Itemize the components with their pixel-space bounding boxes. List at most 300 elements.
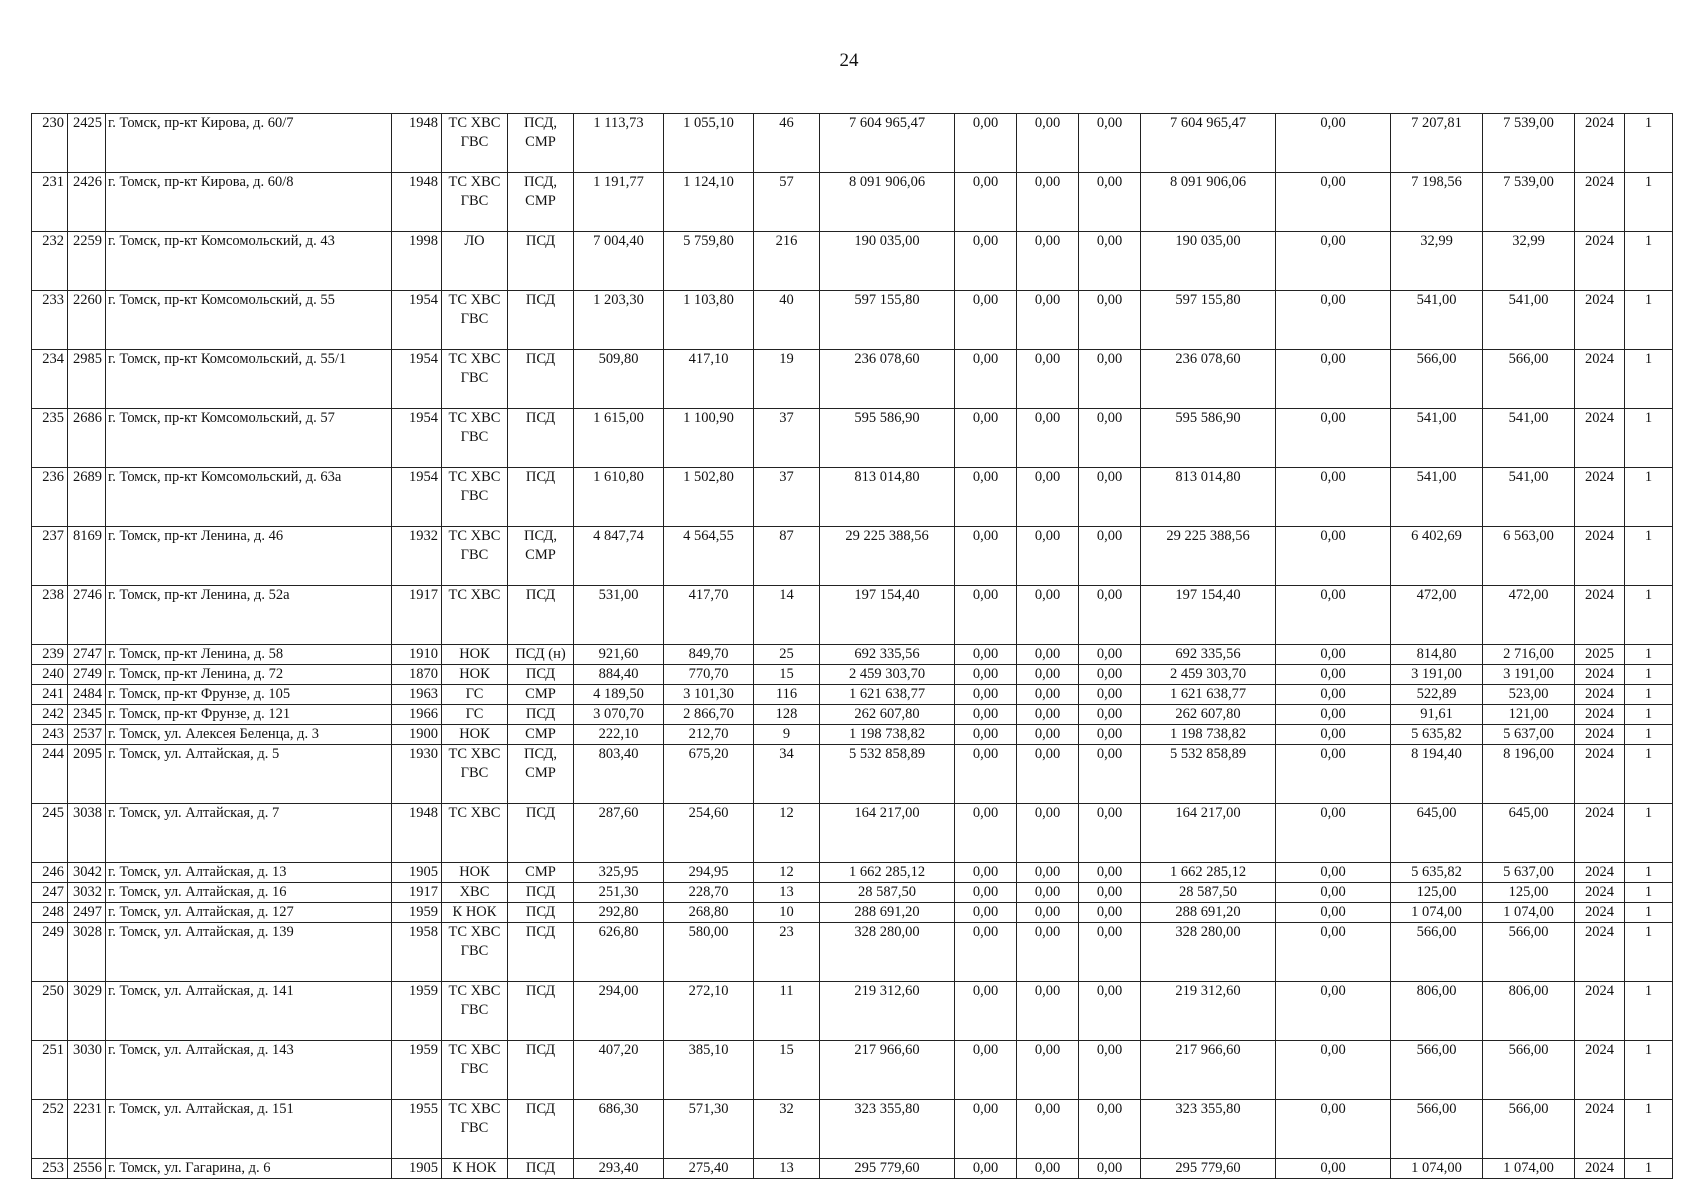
table-row [32,685,1673,705]
cell-unit-cost: 6 402,69 [1391,527,1483,586]
cell-build-year: 1948 [392,114,442,173]
cell-cost-owners: 597 155,80 [1141,291,1276,350]
cell-house-id: 3038 [68,804,106,863]
cell-cost-owners: 197 154,40 [1141,586,1276,645]
cell-cost-total: 2 459 303,70 [820,665,955,685]
cell-row-number: 241 [32,685,68,705]
cell-cost-federal: 0,00 [955,586,1017,645]
cell-cost-regional: 0,00 [1017,1159,1079,1179]
cell-systems: ТС ХВС ГВС [442,1100,508,1159]
cell-row-number: 252 [32,1100,68,1159]
cell-work-type: ПСД [508,409,574,468]
cell-work-type: ПСД [508,923,574,982]
table-row [32,705,1673,725]
table-row [32,350,1673,409]
cell-residents: 57 [754,173,820,232]
cell-max-unit-cost: 1 074,00 [1483,1159,1575,1179]
cell-cost-regional: 0,00 [1017,725,1079,745]
cell-priority: 1 [1625,665,1673,685]
cell-cost-regional: 0,00 [1017,232,1079,291]
cell-plan-year: 2024 [1575,1041,1625,1100]
cell-unit-cost: 7 207,81 [1391,114,1483,173]
cell-total-area: 407,20 [574,1041,664,1100]
cell-work-type: СМР [508,863,574,883]
table-row [32,173,1673,232]
cell-build-year: 1932 [392,527,442,586]
cell-house-id: 2747 [68,645,106,665]
cell-cost-total: 217 966,60 [820,1041,955,1100]
cell-priority: 1 [1625,1100,1673,1159]
cell-work-type: ПСД [508,468,574,527]
cell-cost-local: 0,00 [1079,705,1141,725]
cell-cost-local: 0,00 [1079,725,1141,745]
table-row [32,645,1673,665]
cell-max-unit-cost: 566,00 [1483,923,1575,982]
cell-row-number: 247 [32,883,68,903]
cell-house-id: 2749 [68,665,106,685]
cell-house-id: 2345 [68,705,106,725]
cell-cost-owners: 2 459 303,70 [1141,665,1276,685]
cell-max-unit-cost: 121,00 [1483,705,1575,725]
table-row [32,665,1673,685]
cell-systems: ГС [442,685,508,705]
cell-cost-local: 0,00 [1079,350,1141,409]
cell-cost-other: 0,00 [1276,645,1391,665]
cell-unit-cost: 814,80 [1391,645,1483,665]
cell-cost-other: 0,00 [1276,468,1391,527]
cell-cost-total: 288 691,20 [820,903,955,923]
cell-cost-total: 197 154,40 [820,586,955,645]
cell-cost-federal: 0,00 [955,232,1017,291]
cell-plan-year: 2024 [1575,468,1625,527]
cell-work-type: ПСД [508,1100,574,1159]
cell-address: г. Томск, ул. Алтайская, д. 5 [106,745,392,804]
cell-cost-regional: 0,00 [1017,1100,1079,1159]
cell-row-number: 236 [32,468,68,527]
table-row [32,1100,1673,1159]
cell-build-year: 1905 [392,1159,442,1179]
cell-row-number: 248 [32,903,68,923]
cell-systems: ТС ХВС ГВС [442,291,508,350]
cell-cost-regional: 0,00 [1017,923,1079,982]
cell-cost-federal: 0,00 [955,350,1017,409]
cell-house-id: 2231 [68,1100,106,1159]
cell-living-area: 4 564,55 [664,527,754,586]
table-row [32,527,1673,586]
cell-work-type: ПСД [508,705,574,725]
cell-work-type: СМР [508,725,574,745]
cell-residents: 216 [754,232,820,291]
cell-build-year: 1959 [392,982,442,1041]
cell-cost-other: 0,00 [1276,409,1391,468]
cell-work-type: ПСД [508,804,574,863]
table-row [32,804,1673,863]
cell-residents: 40 [754,291,820,350]
cell-living-area: 1 124,10 [664,173,754,232]
cell-cost-owners: 692 335,56 [1141,645,1276,665]
cell-cost-total: 1 621 638,77 [820,685,955,705]
cell-plan-year: 2024 [1575,863,1625,883]
cell-row-number: 243 [32,725,68,745]
cell-house-id: 3028 [68,923,106,982]
cell-total-area: 803,40 [574,745,664,804]
cell-total-area: 921,60 [574,645,664,665]
cell-cost-regional: 0,00 [1017,745,1079,804]
cell-cost-federal: 0,00 [955,804,1017,863]
cell-max-unit-cost: 32,99 [1483,232,1575,291]
cell-cost-total: 8 091 906,06 [820,173,955,232]
table-row [32,1159,1673,1179]
cell-residents: 11 [754,982,820,1041]
cell-unit-cost: 806,00 [1391,982,1483,1041]
cell-build-year: 1917 [392,883,442,903]
cell-total-area: 531,00 [574,586,664,645]
cell-cost-owners: 328 280,00 [1141,923,1276,982]
cell-unit-cost: 472,00 [1391,586,1483,645]
cell-plan-year: 2024 [1575,923,1625,982]
cell-cost-regional: 0,00 [1017,114,1079,173]
cell-residents: 12 [754,804,820,863]
cell-cost-other: 0,00 [1276,804,1391,863]
cell-living-area: 294,95 [664,863,754,883]
cell-cost-federal: 0,00 [955,468,1017,527]
cell-build-year: 1954 [392,350,442,409]
cell-plan-year: 2024 [1575,804,1625,863]
cell-priority: 1 [1625,468,1673,527]
cell-cost-regional: 0,00 [1017,527,1079,586]
cell-unit-cost: 566,00 [1391,350,1483,409]
cell-cost-regional: 0,00 [1017,685,1079,705]
cell-address: г. Томск, ул. Алексея Беленца, д. 3 [106,725,392,745]
cell-unit-cost: 8 194,40 [1391,745,1483,804]
cell-house-id: 3042 [68,863,106,883]
cell-total-area: 251,30 [574,883,664,903]
cell-address: г. Томск, пр-кт Кирова, д. 60/8 [106,173,392,232]
cell-unit-cost: 3 191,00 [1391,665,1483,685]
cell-systems: ГС [442,705,508,725]
cell-max-unit-cost: 541,00 [1483,409,1575,468]
cell-systems: НОК [442,863,508,883]
cell-living-area: 254,60 [664,804,754,863]
cell-priority: 1 [1625,114,1673,173]
cell-priority: 1 [1625,745,1673,804]
cell-cost-federal: 0,00 [955,705,1017,725]
cell-cost-owners: 288 691,20 [1141,903,1276,923]
cell-priority: 1 [1625,1041,1673,1100]
cell-residents: 32 [754,1100,820,1159]
cell-cost-regional: 0,00 [1017,586,1079,645]
cell-priority: 1 [1625,645,1673,665]
cell-work-type: ПСД, СМР [508,114,574,173]
cell-cost-other: 0,00 [1276,527,1391,586]
cell-cost-federal: 0,00 [955,745,1017,804]
cell-unit-cost: 566,00 [1391,1041,1483,1100]
cell-plan-year: 2024 [1575,745,1625,804]
cell-cost-other: 0,00 [1276,685,1391,705]
cell-work-type: ПСД [508,982,574,1041]
cell-total-area: 509,80 [574,350,664,409]
cell-living-area: 1 502,80 [664,468,754,527]
cell-row-number: 235 [32,409,68,468]
cell-cost-owners: 5 532 858,89 [1141,745,1276,804]
cell-build-year: 1998 [392,232,442,291]
cell-row-number: 237 [32,527,68,586]
cell-cost-other: 0,00 [1276,114,1391,173]
cell-row-number: 240 [32,665,68,685]
cell-systems: ТС ХВС ГВС [442,745,508,804]
cell-build-year: 1959 [392,1041,442,1100]
cell-plan-year: 2024 [1575,665,1625,685]
cell-max-unit-cost: 566,00 [1483,1041,1575,1100]
cell-cost-federal: 0,00 [955,527,1017,586]
cell-cost-regional: 0,00 [1017,705,1079,725]
cell-unit-cost: 566,00 [1391,1100,1483,1159]
cell-build-year: 1905 [392,863,442,883]
cell-cost-federal: 0,00 [955,114,1017,173]
cell-residents: 9 [754,725,820,745]
cell-residents: 116 [754,685,820,705]
cell-row-number: 246 [32,863,68,883]
cell-build-year: 1917 [392,586,442,645]
table-row [32,114,1673,173]
cell-house-id: 2425 [68,114,106,173]
cell-systems: ТС ХВС [442,804,508,863]
cell-cost-owners: 28 587,50 [1141,883,1276,903]
cell-living-area: 272,10 [664,982,754,1041]
cell-work-type: ПСД (н) [508,645,574,665]
cell-total-area: 1 610,80 [574,468,664,527]
cell-plan-year: 2024 [1575,982,1625,1041]
cell-priority: 1 [1625,232,1673,291]
cell-cost-other: 0,00 [1276,725,1391,745]
cell-cost-total: 597 155,80 [820,291,955,350]
cell-cost-local: 0,00 [1079,923,1141,982]
cell-priority: 1 [1625,1159,1673,1179]
cell-living-area: 770,70 [664,665,754,685]
page-number: 24 [839,50,859,71]
cell-address: г. Томск, ул. Алтайская, д. 7 [106,804,392,863]
cell-total-area: 292,80 [574,903,664,923]
cell-row-number: 230 [32,114,68,173]
cell-cost-federal: 0,00 [955,1041,1017,1100]
cell-cost-regional: 0,00 [1017,1041,1079,1100]
cell-cost-local: 0,00 [1079,527,1141,586]
cell-max-unit-cost: 472,00 [1483,586,1575,645]
cell-max-unit-cost: 6 563,00 [1483,527,1575,586]
cell-cost-owners: 295 779,60 [1141,1159,1276,1179]
cell-unit-cost: 5 635,82 [1391,725,1483,745]
cell-systems: ТС ХВС ГВС [442,409,508,468]
cell-max-unit-cost: 806,00 [1483,982,1575,1041]
cell-cost-owners: 1 662 285,12 [1141,863,1276,883]
cell-priority: 1 [1625,705,1673,725]
table-row [32,923,1673,982]
cell-living-area: 5 759,80 [664,232,754,291]
cell-residents: 25 [754,645,820,665]
cell-cost-local: 0,00 [1079,232,1141,291]
cell-house-id: 2537 [68,725,106,745]
cell-total-area: 4 189,50 [574,685,664,705]
cell-build-year: 1959 [392,903,442,923]
cell-priority: 1 [1625,173,1673,232]
cell-living-area: 1 055,10 [664,114,754,173]
cell-cost-local: 0,00 [1079,665,1141,685]
cell-cost-other: 0,00 [1276,291,1391,350]
cell-residents: 13 [754,1159,820,1179]
cell-cost-total: 236 078,60 [820,350,955,409]
cell-cost-local: 0,00 [1079,586,1141,645]
cell-total-area: 293,40 [574,1159,664,1179]
cell-house-id: 2259 [68,232,106,291]
cell-max-unit-cost: 2 716,00 [1483,645,1575,665]
table-row [32,863,1673,883]
cell-plan-year: 2024 [1575,1100,1625,1159]
cell-build-year: 1948 [392,173,442,232]
cell-cost-federal: 0,00 [955,923,1017,982]
cell-address: г. Томск, ул. Гагарина, д. 6 [106,1159,392,1179]
cell-build-year: 1955 [392,1100,442,1159]
cell-total-area: 1 615,00 [574,409,664,468]
cell-unit-cost: 541,00 [1391,468,1483,527]
cell-address: г. Томск, пр-кт Комсомольский, д. 43 [106,232,392,291]
cell-row-number: 253 [32,1159,68,1179]
cell-cost-owners: 219 312,60 [1141,982,1276,1041]
cell-total-area: 884,40 [574,665,664,685]
cell-row-number: 239 [32,645,68,665]
cell-unit-cost: 32,99 [1391,232,1483,291]
cell-row-number: 250 [32,982,68,1041]
cell-systems: ЛО [442,232,508,291]
cell-max-unit-cost: 1 074,00 [1483,903,1575,923]
cell-cost-local: 0,00 [1079,883,1141,903]
cell-cost-federal: 0,00 [955,173,1017,232]
cell-plan-year: 2024 [1575,114,1625,173]
cell-build-year: 1948 [392,804,442,863]
cell-cost-other: 0,00 [1276,883,1391,903]
cell-build-year: 1966 [392,705,442,725]
cell-cost-local: 0,00 [1079,173,1141,232]
cell-cost-regional: 0,00 [1017,291,1079,350]
cell-residents: 128 [754,705,820,725]
cell-residents: 34 [754,745,820,804]
cell-build-year: 1954 [392,409,442,468]
cell-cost-other: 0,00 [1276,923,1391,982]
cell-address: г. Томск, пр-кт Ленина, д. 72 [106,665,392,685]
cell-residents: 10 [754,903,820,923]
cell-residents: 14 [754,586,820,645]
cell-work-type: ПСД [508,586,574,645]
cell-max-unit-cost: 125,00 [1483,883,1575,903]
cell-cost-local: 0,00 [1079,291,1141,350]
cell-residents: 46 [754,114,820,173]
cell-cost-owners: 217 966,60 [1141,1041,1276,1100]
cell-cost-federal: 0,00 [955,982,1017,1041]
cell-cost-local: 0,00 [1079,645,1141,665]
cell-row-number: 245 [32,804,68,863]
cell-plan-year: 2024 [1575,903,1625,923]
cell-cost-total: 692 335,56 [820,645,955,665]
cell-cost-other: 0,00 [1276,982,1391,1041]
cell-work-type: ПСД [508,291,574,350]
cell-cost-total: 219 312,60 [820,982,955,1041]
cell-systems: К НОК [442,903,508,923]
cell-systems: НОК [442,725,508,745]
cell-cost-owners: 323 355,80 [1141,1100,1276,1159]
cell-cost-total: 5 532 858,89 [820,745,955,804]
cell-unit-cost: 645,00 [1391,804,1483,863]
cell-total-area: 1 113,73 [574,114,664,173]
cell-total-area: 294,00 [574,982,664,1041]
cell-priority: 1 [1625,883,1673,903]
cell-cost-local: 0,00 [1079,1041,1141,1100]
cell-living-area: 2 866,70 [664,705,754,725]
cell-work-type: ПСД [508,350,574,409]
cell-unit-cost: 91,61 [1391,705,1483,725]
cell-cost-local: 0,00 [1079,982,1141,1041]
cell-total-area: 4 847,74 [574,527,664,586]
cell-unit-cost: 1 074,00 [1391,1159,1483,1179]
cell-cost-regional: 0,00 [1017,409,1079,468]
cell-unit-cost: 566,00 [1391,923,1483,982]
cell-plan-year: 2024 [1575,883,1625,903]
cell-cost-federal: 0,00 [955,291,1017,350]
cell-cost-local: 0,00 [1079,903,1141,923]
cell-plan-year: 2024 [1575,705,1625,725]
cell-cost-owners: 190 035,00 [1141,232,1276,291]
table-row [32,409,1673,468]
registry-table-body [32,114,1673,1179]
cell-cost-owners: 1 621 638,77 [1141,685,1276,705]
cell-residents: 13 [754,883,820,903]
cell-address: г. Томск, ул. Алтайская, д. 143 [106,1041,392,1100]
cell-cost-owners: 29 225 388,56 [1141,527,1276,586]
cell-unit-cost: 541,00 [1391,291,1483,350]
table-row [32,232,1673,291]
cell-total-area: 1 203,30 [574,291,664,350]
cell-work-type: ПСД [508,232,574,291]
cell-systems: ХВС [442,883,508,903]
cell-house-id: 3029 [68,982,106,1041]
cell-residents: 12 [754,863,820,883]
cell-cost-total: 28 587,50 [820,883,955,903]
cell-total-area: 7 004,40 [574,232,664,291]
cell-house-id: 2260 [68,291,106,350]
cell-row-number: 251 [32,1041,68,1100]
cell-work-type: СМР [508,685,574,705]
cell-build-year: 1900 [392,725,442,745]
cell-cost-other: 0,00 [1276,863,1391,883]
cell-house-id: 2985 [68,350,106,409]
cell-living-area: 417,70 [664,586,754,645]
cell-work-type: ПСД, СМР [508,173,574,232]
cell-living-area: 1 100,90 [664,409,754,468]
cell-cost-total: 813 014,80 [820,468,955,527]
cell-cost-owners: 262 607,80 [1141,705,1276,725]
cell-work-type: ПСД [508,903,574,923]
cell-cost-total: 1 198 738,82 [820,725,955,745]
cell-cost-total: 1 662 285,12 [820,863,955,883]
cell-address: г. Томск, пр-кт Ленина, д. 58 [106,645,392,665]
cell-address: г. Томск, пр-кт Фрунзе, д. 121 [106,705,392,725]
cell-systems: ТС ХВС [442,586,508,645]
cell-build-year: 1954 [392,291,442,350]
cell-row-number: 244 [32,745,68,804]
cell-max-unit-cost: 7 539,00 [1483,114,1575,173]
cell-build-year: 1870 [392,665,442,685]
cell-cost-local: 0,00 [1079,468,1141,527]
cell-cost-federal: 0,00 [955,863,1017,883]
cell-plan-year: 2025 [1575,645,1625,665]
